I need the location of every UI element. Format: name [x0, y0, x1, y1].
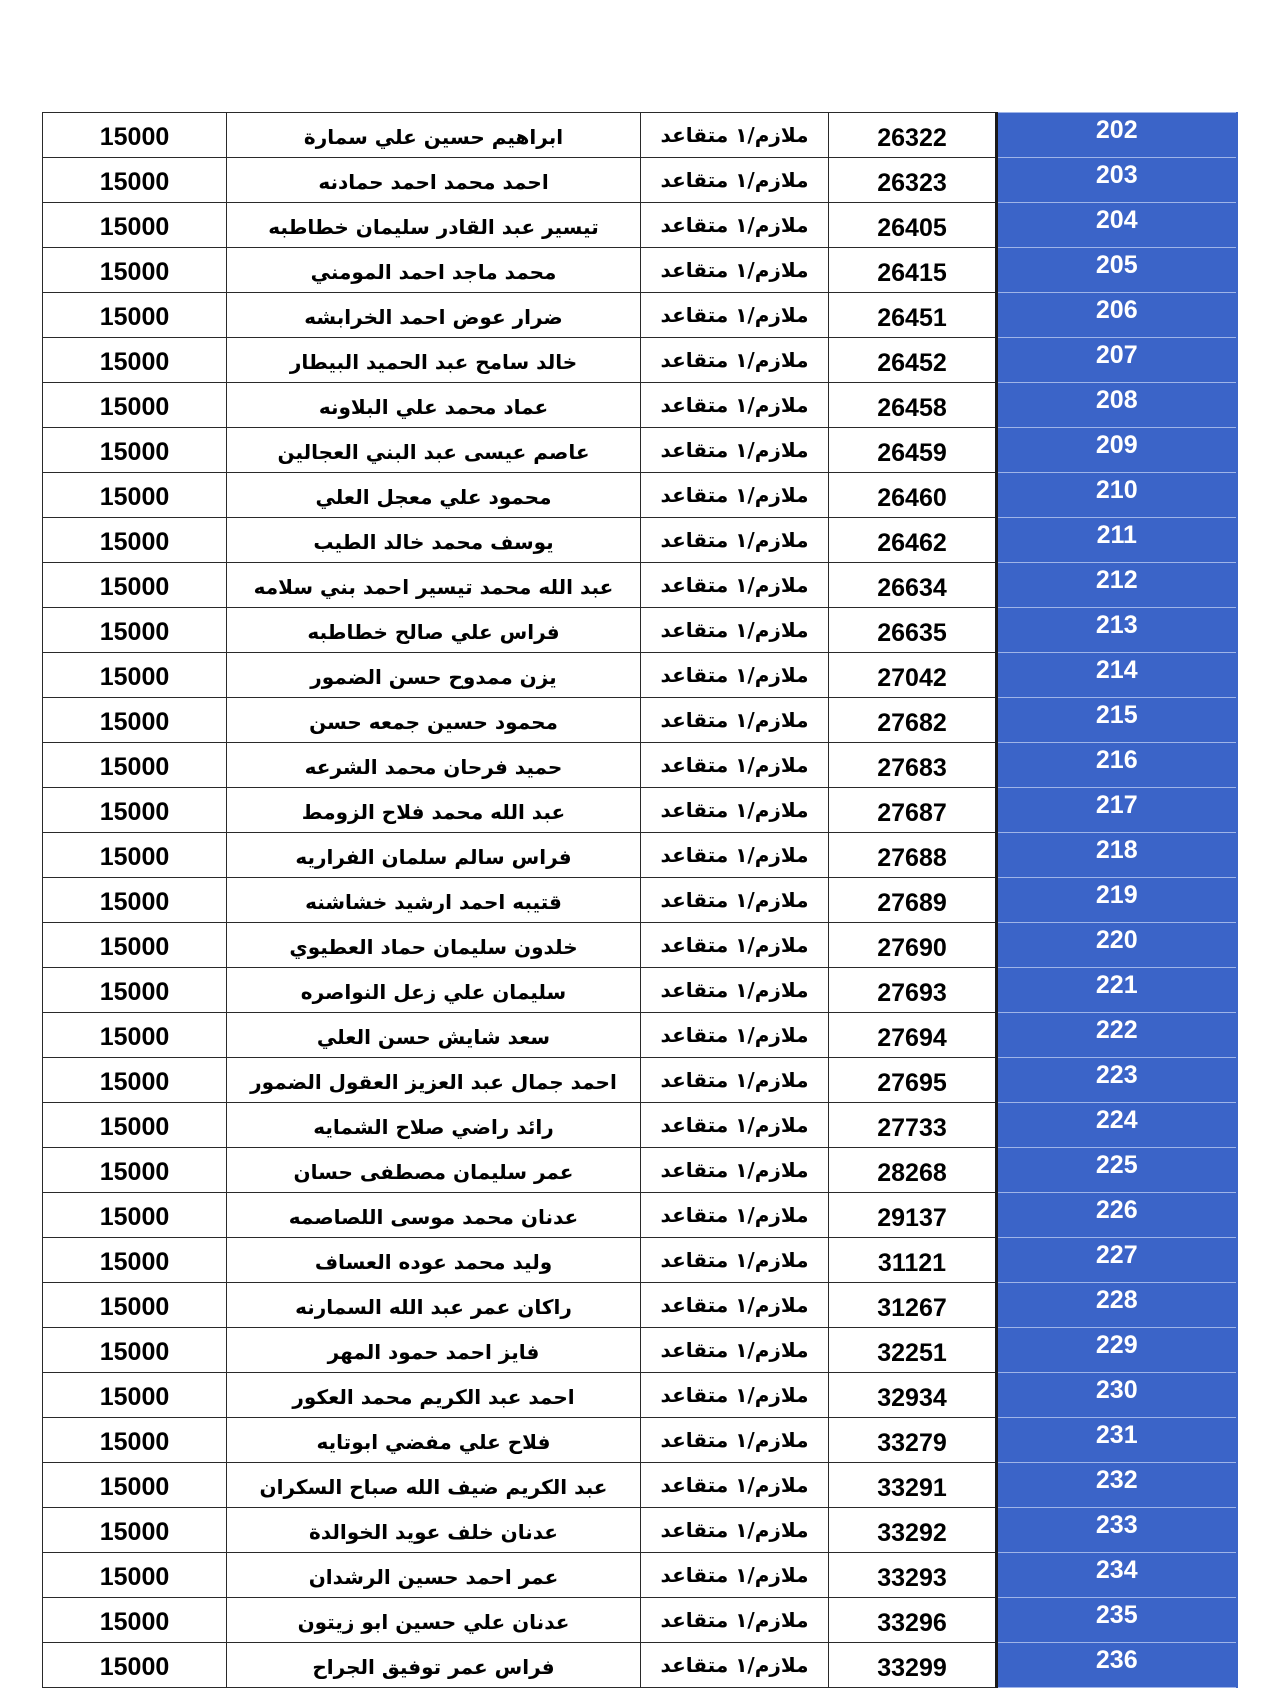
- table-row: [43, 293, 1237, 338]
- amount-cell: 15000: [43, 1193, 227, 1238]
- service-number-cell: 27694: [829, 1013, 997, 1058]
- table-row: [43, 428, 1237, 473]
- service-number-cell: 26460: [829, 473, 997, 518]
- service-number-cell: 33279: [829, 1418, 997, 1463]
- name-cell: عبد الكريم ضيف الله صباح السكران: [227, 1463, 641, 1508]
- records-table: [42, 112, 1238, 1688]
- service-number-cell: 33293: [829, 1553, 997, 1598]
- amount-cell: 15000: [43, 653, 227, 698]
- table-row: [43, 473, 1237, 518]
- row-index-cell: 213: [997, 608, 1237, 653]
- name-cell: فراس علي صالح خطاطبه: [227, 608, 641, 653]
- service-number-cell: 29137: [829, 1193, 997, 1238]
- amount-cell: 15000: [43, 518, 227, 563]
- table-row: [43, 653, 1237, 698]
- service-number-cell: 26634: [829, 563, 997, 608]
- table-row: [43, 923, 1237, 968]
- table-row: [43, 383, 1237, 428]
- table-row: [43, 1508, 1237, 1553]
- amount-cell: 15000: [43, 1463, 227, 1508]
- name-cell: فراس سالم سلمان الفراريه: [227, 833, 641, 878]
- table-row: [43, 1283, 1237, 1328]
- rank-cell: ملازم/١ متقاعد: [641, 383, 829, 428]
- name-cell: ابراهيم حسين علي سمارة: [227, 113, 641, 158]
- rank-cell: ملازم/١ متقاعد: [641, 248, 829, 293]
- table-row: [43, 338, 1237, 383]
- service-number-cell: 26462: [829, 518, 997, 563]
- amount-cell: 15000: [43, 1328, 227, 1373]
- amount-cell: 15000: [43, 833, 227, 878]
- rank-cell: ملازم/١ متقاعد: [641, 1643, 829, 1688]
- row-index-cell: 215: [997, 698, 1237, 743]
- table-row: [43, 563, 1237, 608]
- service-number-cell: 31121: [829, 1238, 997, 1283]
- name-cell: رائد راضي صلاح الشمايه: [227, 1103, 641, 1148]
- table-row: [43, 1013, 1237, 1058]
- amount-cell: 15000: [43, 1283, 227, 1328]
- rank-cell: ملازم/١ متقاعد: [641, 1283, 829, 1328]
- amount-cell: 15000: [43, 113, 227, 158]
- table-row: [43, 608, 1237, 653]
- row-index-cell: 214: [997, 653, 1237, 698]
- table-row: [43, 743, 1237, 788]
- service-number-cell: 26452: [829, 338, 997, 383]
- rank-cell: ملازم/١ متقاعد: [641, 653, 829, 698]
- row-index-cell: 231: [997, 1418, 1237, 1463]
- table-row: [43, 878, 1237, 923]
- service-number-cell: 27687: [829, 788, 997, 833]
- row-index-cell: 217: [997, 788, 1237, 833]
- name-cell: عبد الله محمد تيسير احمد بني سلامه: [227, 563, 641, 608]
- amount-cell: 15000: [43, 383, 227, 428]
- name-cell: يوسف محمد خالد الطيب: [227, 518, 641, 563]
- rank-cell: ملازم/١ متقاعد: [641, 1598, 829, 1643]
- amount-cell: 15000: [43, 1373, 227, 1418]
- name-cell: فلاح علي مفضي ابوتايه: [227, 1418, 641, 1463]
- rank-cell: ملازم/١ متقاعد: [641, 1058, 829, 1103]
- service-number-cell: 33291: [829, 1463, 997, 1508]
- amount-cell: 15000: [43, 428, 227, 473]
- table-row: [43, 1373, 1237, 1418]
- service-number-cell: 26322: [829, 113, 997, 158]
- name-cell: وليد محمد عوده العساف: [227, 1238, 641, 1283]
- rank-cell: ملازم/١ متقاعد: [641, 1553, 829, 1598]
- row-index-cell: 202: [997, 113, 1237, 158]
- row-index-cell: 207: [997, 338, 1237, 383]
- rank-cell: ملازم/١ متقاعد: [641, 473, 829, 518]
- table-row: [43, 203, 1237, 248]
- name-cell: خلدون سليمان حماد العطيوي: [227, 923, 641, 968]
- service-number-cell: 27689: [829, 878, 997, 923]
- row-index-cell: 226: [997, 1193, 1237, 1238]
- amount-cell: 15000: [43, 338, 227, 383]
- rank-cell: ملازم/١ متقاعد: [641, 338, 829, 383]
- rank-cell: ملازم/١ متقاعد: [641, 563, 829, 608]
- rank-cell: ملازم/١ متقاعد: [641, 158, 829, 203]
- name-cell: احمد محمد احمد حمادنه: [227, 158, 641, 203]
- rank-cell: ملازم/١ متقاعد: [641, 203, 829, 248]
- table-row: [43, 968, 1237, 1013]
- name-cell: تيسير عبد القادر سليمان خطاطبه: [227, 203, 641, 248]
- service-number-cell: 26459: [829, 428, 997, 473]
- name-cell: راكان عمر عبد الله السمارنه: [227, 1283, 641, 1328]
- service-number-cell: 27690: [829, 923, 997, 968]
- table-row: [43, 1103, 1237, 1148]
- amount-cell: 15000: [43, 563, 227, 608]
- row-index-cell: 210: [997, 473, 1237, 518]
- rank-cell: ملازم/١ متقاعد: [641, 1508, 829, 1553]
- row-index-cell: 234: [997, 1553, 1237, 1598]
- amount-cell: 15000: [43, 1553, 227, 1598]
- name-cell: احمد عبد الكريم محمد العكور: [227, 1373, 641, 1418]
- row-index-cell: 211: [997, 518, 1237, 563]
- name-cell: حميد فرحان محمد الشرعه: [227, 743, 641, 788]
- name-cell: سعد شايش حسن العلي: [227, 1013, 641, 1058]
- service-number-cell: 26458: [829, 383, 997, 428]
- amount-cell: 15000: [43, 743, 227, 788]
- service-number-cell: 26635: [829, 608, 997, 653]
- name-cell: يزن ممدوح حسن الضمور: [227, 653, 641, 698]
- row-index-cell: 224: [997, 1103, 1237, 1148]
- row-index-cell: 206: [997, 293, 1237, 338]
- service-number-cell: 32251: [829, 1328, 997, 1373]
- amount-cell: 15000: [43, 1148, 227, 1193]
- row-index-cell: 232: [997, 1463, 1237, 1508]
- row-index-cell: 209: [997, 428, 1237, 473]
- table-row: [43, 1328, 1237, 1373]
- table-row: [43, 113, 1237, 158]
- row-index-cell: 218: [997, 833, 1237, 878]
- rank-cell: ملازم/١ متقاعد: [641, 1193, 829, 1238]
- amount-cell: 15000: [43, 878, 227, 923]
- amount-cell: 15000: [43, 1508, 227, 1553]
- row-index-cell: 220: [997, 923, 1237, 968]
- row-index-cell: 204: [997, 203, 1237, 248]
- name-cell: عماد محمد علي البلاونه: [227, 383, 641, 428]
- name-cell: ضرار عوض احمد الخرابشه: [227, 293, 641, 338]
- row-index-cell: 219: [997, 878, 1237, 923]
- row-index-cell: 216: [997, 743, 1237, 788]
- table-row: [43, 1193, 1237, 1238]
- name-cell: عدنان علي حسين ابو زيتون: [227, 1598, 641, 1643]
- rank-cell: ملازم/١ متقاعد: [641, 833, 829, 878]
- rank-cell: ملازم/١ متقاعد: [641, 1013, 829, 1058]
- table-row: [43, 158, 1237, 203]
- amount-cell: 15000: [43, 608, 227, 653]
- table-row: [43, 833, 1237, 878]
- amount-cell: 15000: [43, 473, 227, 518]
- table-row: [43, 1418, 1237, 1463]
- amount-cell: 15000: [43, 1058, 227, 1103]
- rank-cell: ملازم/١ متقاعد: [641, 968, 829, 1013]
- amount-cell: 15000: [43, 203, 227, 248]
- table-row: [43, 248, 1237, 293]
- name-cell: فراس عمر توفيق الجراح: [227, 1643, 641, 1688]
- rank-cell: ملازم/١ متقاعد: [641, 113, 829, 158]
- rank-cell: ملازم/١ متقاعد: [641, 698, 829, 743]
- name-cell: احمد جمال عبد العزيز العقول الضمور: [227, 1058, 641, 1103]
- name-cell: عمر سليمان مصطفى حسان: [227, 1148, 641, 1193]
- amount-cell: 15000: [43, 923, 227, 968]
- service-number-cell: 33299: [829, 1643, 997, 1688]
- name-cell: فايز احمد حمود المهر: [227, 1328, 641, 1373]
- service-number-cell: 28268: [829, 1148, 997, 1193]
- name-cell: عدنان محمد موسى اللصاصمه: [227, 1193, 641, 1238]
- name-cell: خالد سامح عبد الحميد البيطار: [227, 338, 641, 383]
- row-index-cell: 223: [997, 1058, 1237, 1103]
- row-index-cell: 221: [997, 968, 1237, 1013]
- row-index-cell: 230: [997, 1373, 1237, 1418]
- amount-cell: 15000: [43, 293, 227, 338]
- service-number-cell: 26323: [829, 158, 997, 203]
- rank-cell: ملازم/١ متقاعد: [641, 518, 829, 563]
- amount-cell: 15000: [43, 1238, 227, 1283]
- rank-cell: ملازم/١ متقاعد: [641, 1103, 829, 1148]
- amount-cell: 15000: [43, 1013, 227, 1058]
- service-number-cell: 26405: [829, 203, 997, 248]
- service-number-cell: 31267: [829, 1283, 997, 1328]
- rank-cell: ملازم/١ متقاعد: [641, 608, 829, 653]
- rank-cell: ملازم/١ متقاعد: [641, 1238, 829, 1283]
- amount-cell: 15000: [43, 1418, 227, 1463]
- table-row: [43, 698, 1237, 743]
- rank-cell: ملازم/١ متقاعد: [641, 1463, 829, 1508]
- service-number-cell: 27733: [829, 1103, 997, 1148]
- rank-cell: ملازم/١ متقاعد: [641, 1148, 829, 1193]
- amount-cell: 15000: [43, 968, 227, 1013]
- row-index-cell: 222: [997, 1013, 1237, 1058]
- service-number-cell: 26415: [829, 248, 997, 293]
- name-cell: محمود حسين جمعه حسن: [227, 698, 641, 743]
- service-number-cell: 27688: [829, 833, 997, 878]
- name-cell: عدنان خلف عويد الخوالدة: [227, 1508, 641, 1553]
- service-number-cell: 27682: [829, 698, 997, 743]
- rank-cell: ملازم/١ متقاعد: [641, 878, 829, 923]
- row-index-cell: 205: [997, 248, 1237, 293]
- rank-cell: ملازم/١ متقاعد: [641, 788, 829, 833]
- service-number-cell: 32934: [829, 1373, 997, 1418]
- table-row: [43, 518, 1237, 563]
- name-cell: قتيبه احمد ارشيد خشاشنه: [227, 878, 641, 923]
- amount-cell: 15000: [43, 1103, 227, 1148]
- row-index-cell: 203: [997, 158, 1237, 203]
- name-cell: محمد ماجد احمد المومني: [227, 248, 641, 293]
- service-number-cell: 27695: [829, 1058, 997, 1103]
- amount-cell: 15000: [43, 158, 227, 203]
- row-index-cell: 229: [997, 1328, 1237, 1373]
- name-cell: عمر احمد حسين الرشدان: [227, 1553, 641, 1598]
- row-index-cell: 212: [997, 563, 1237, 608]
- table-row: [43, 1238, 1237, 1283]
- amount-cell: 15000: [43, 1643, 227, 1688]
- rank-cell: ملازم/١ متقاعد: [641, 428, 829, 473]
- rank-cell: ملازم/١ متقاعد: [641, 743, 829, 788]
- service-number-cell: 27683: [829, 743, 997, 788]
- table-row: [43, 1643, 1237, 1688]
- records-table-body: [43, 113, 1237, 1688]
- row-index-cell: 235: [997, 1598, 1237, 1643]
- rank-cell: ملازم/١ متقاعد: [641, 1418, 829, 1463]
- table-row: [43, 1598, 1237, 1643]
- row-index-cell: 228: [997, 1283, 1237, 1328]
- row-index-cell: 227: [997, 1238, 1237, 1283]
- amount-cell: 15000: [43, 698, 227, 743]
- rank-cell: ملازم/١ متقاعد: [641, 1373, 829, 1418]
- service-number-cell: 33296: [829, 1598, 997, 1643]
- name-cell: عبد الله محمد فلاح الزومط: [227, 788, 641, 833]
- service-number-cell: 27693: [829, 968, 997, 1013]
- row-index-cell: 208: [997, 383, 1237, 428]
- service-number-cell: 33292: [829, 1508, 997, 1553]
- row-index-cell: 236: [997, 1643, 1237, 1688]
- row-index-cell: 233: [997, 1508, 1237, 1553]
- amount-cell: 15000: [43, 788, 227, 833]
- table-row: [43, 1058, 1237, 1103]
- rank-cell: ملازم/١ متقاعد: [641, 1328, 829, 1373]
- service-number-cell: 26451: [829, 293, 997, 338]
- rank-cell: ملازم/١ متقاعد: [641, 293, 829, 338]
- name-cell: سليمان علي زعل النواصره: [227, 968, 641, 1013]
- name-cell: عاصم عيسى عبد البني العجالين: [227, 428, 641, 473]
- table-row: [43, 1463, 1237, 1508]
- amount-cell: 15000: [43, 1598, 227, 1643]
- service-number-cell: 27042: [829, 653, 997, 698]
- rank-cell: ملازم/١ متقاعد: [641, 923, 829, 968]
- amount-cell: 15000: [43, 248, 227, 293]
- table-row: [43, 788, 1237, 833]
- table-row: [43, 1553, 1237, 1598]
- table-row: [43, 1148, 1237, 1193]
- row-index-cell: 225: [997, 1148, 1237, 1193]
- name-cell: محمود علي معجل العلي: [227, 473, 641, 518]
